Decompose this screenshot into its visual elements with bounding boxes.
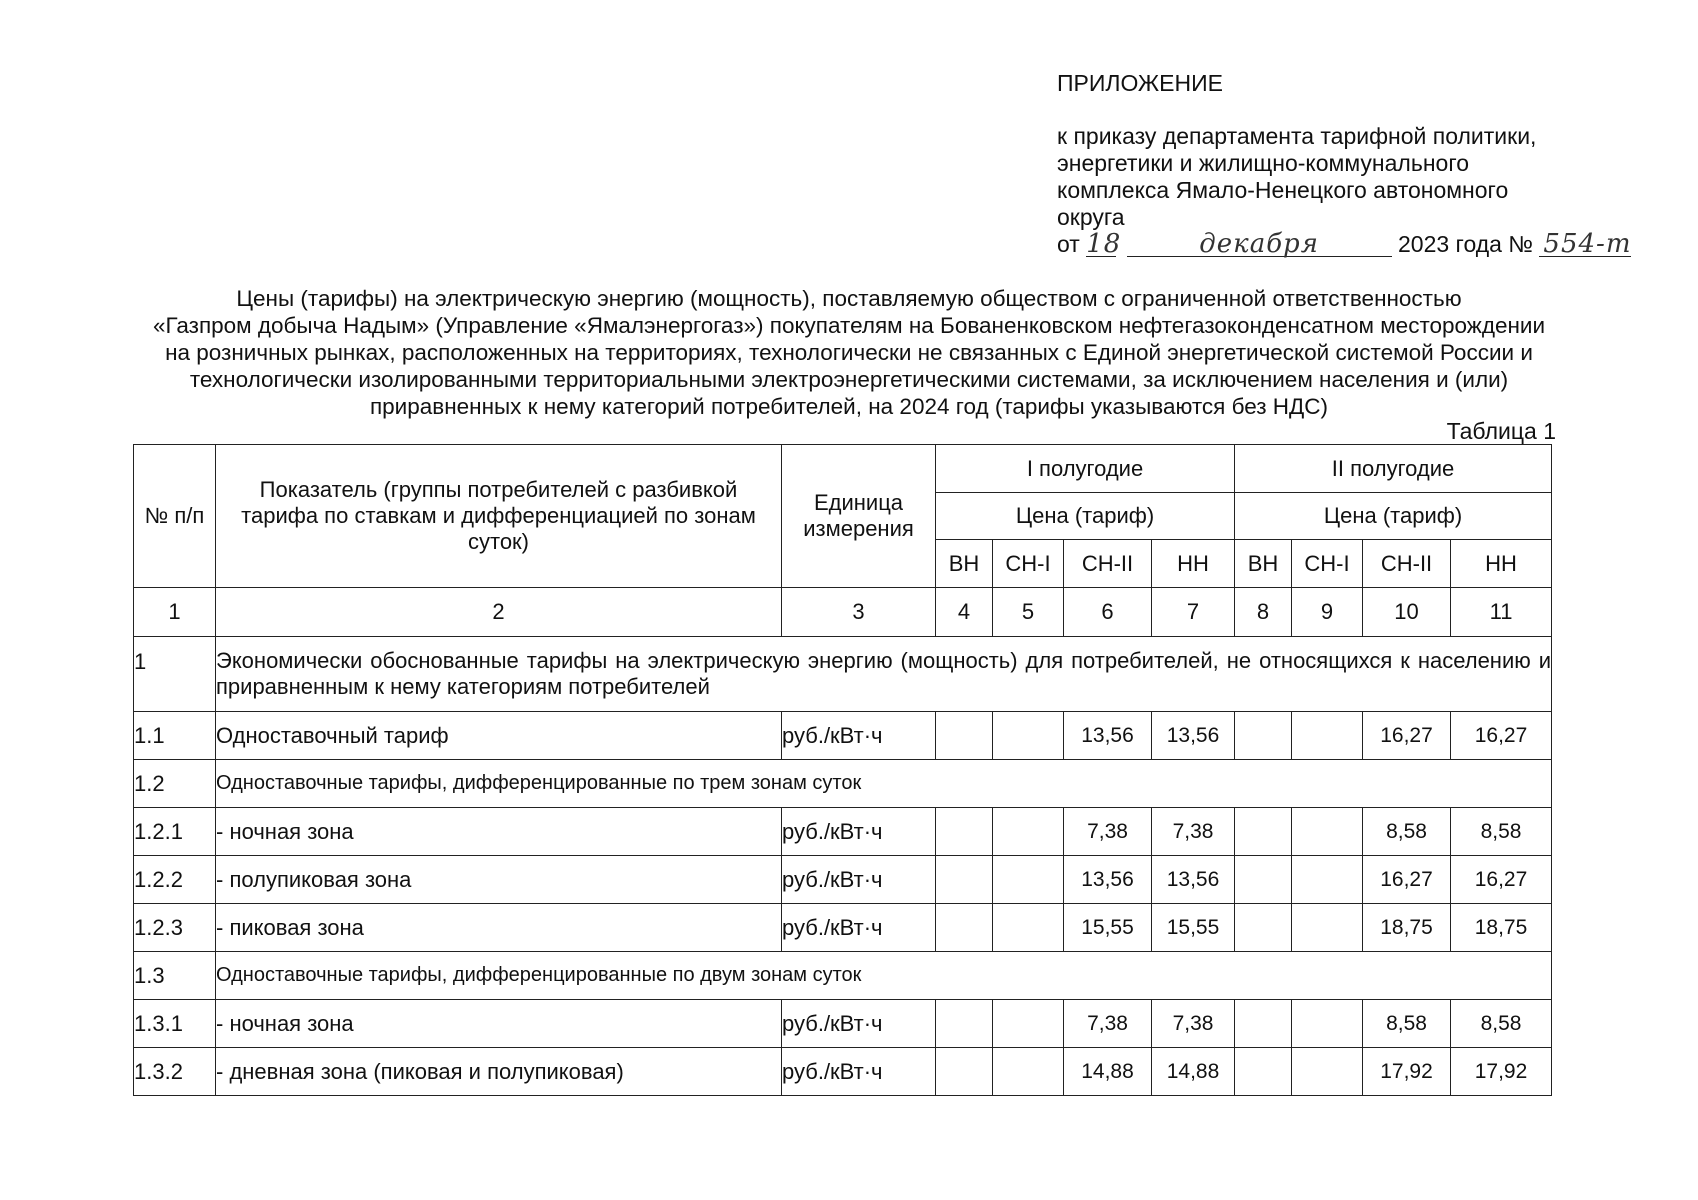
- cell-value: [1292, 712, 1363, 760]
- header-voltage: СН-II: [1064, 540, 1152, 588]
- cell-value: 13,56: [1152, 712, 1235, 760]
- cell-value: [993, 1000, 1064, 1048]
- group-row: [134, 952, 1552, 1000]
- cell-value: 18,75: [1363, 904, 1451, 952]
- cell-value: 18,75: [1451, 904, 1552, 952]
- row-num: 1.3.1: [134, 1000, 216, 1048]
- header-voltage: СН-I: [993, 540, 1064, 588]
- order-day: 18: [1086, 229, 1122, 259]
- table-row: [134, 808, 1552, 856]
- cell-value: [1235, 808, 1292, 856]
- row-label: Одноставочный тариф: [216, 712, 782, 760]
- appendix-line: округа: [1057, 204, 1125, 230]
- cell-value: [1235, 712, 1292, 760]
- row-unit: руб./кВт·ч: [782, 904, 936, 952]
- group-text: Одноставочные тарифы, дифференцированные по трем зонам суток: [216, 760, 1552, 808]
- cell-value: [993, 856, 1064, 904]
- cell-value: [1292, 1000, 1363, 1048]
- table-row: [134, 1000, 1552, 1048]
- title-line: Цены (тарифы) на электрическую энергию (мощность), поставляемую обществом с ограниченной ответственностью: [236, 286, 1462, 311]
- column-number: 6: [1064, 588, 1152, 637]
- column-number: 9: [1292, 588, 1363, 637]
- header-half-2: II полугодие: [1235, 445, 1552, 493]
- column-number: 3: [782, 588, 936, 637]
- order-number: 554-т: [1543, 229, 1632, 259]
- cell-value: [936, 1000, 993, 1048]
- cell-value: 14,88: [1064, 1048, 1152, 1096]
- cell-value: [1235, 1048, 1292, 1096]
- appendix-line: энергетики и жилищно-коммунального: [1057, 150, 1469, 176]
- cell-value: 16,27: [1451, 712, 1552, 760]
- cell-value: [1235, 904, 1292, 952]
- row-unit: руб./кВт·ч: [782, 712, 936, 760]
- cell-value: [1292, 1048, 1363, 1096]
- cell-value: 13,56: [1064, 712, 1152, 760]
- table-label: Таблица 1: [1446, 418, 1556, 444]
- cell-value: 7,38: [1064, 1000, 1152, 1048]
- from-label: от: [1057, 231, 1080, 257]
- header-voltage: ВН: [1235, 540, 1292, 588]
- cell-value: 14,88: [1152, 1048, 1235, 1096]
- cell-value: 13,56: [1064, 856, 1152, 904]
- cell-value: [936, 712, 993, 760]
- group-text: Одноставочные тарифы, дифференцированные по двум зонам суток: [216, 952, 1552, 1000]
- header-voltage: НН: [1451, 540, 1552, 588]
- appendix-line: комплекса Ямало-Ненецкого автономного: [1057, 177, 1509, 203]
- cell-value: [1235, 856, 1292, 904]
- order-day-field: [1086, 229, 1122, 259]
- header-price-1: Цена (тариф): [936, 493, 1235, 540]
- header-voltage: СН-II: [1363, 540, 1451, 588]
- column-number: 1: [134, 588, 216, 637]
- cell-value: [993, 808, 1064, 856]
- cell-value: 7,38: [1152, 1000, 1235, 1048]
- cell-value: 15,55: [1064, 904, 1152, 952]
- section-row: [134, 637, 1552, 712]
- cell-value: [1292, 856, 1363, 904]
- title-line: технологически изолированными территориальными электроэнергетическими системами, за исключением населения и (или): [189, 367, 1509, 392]
- cell-value: [1235, 1000, 1292, 1048]
- row-unit: руб./кВт·ч: [782, 856, 936, 904]
- cell-value: 16,27: [1363, 712, 1451, 760]
- table-row: [134, 904, 1552, 952]
- row-num: 1.2: [134, 760, 216, 808]
- cell-value: 8,58: [1363, 1000, 1451, 1048]
- header-voltage: СН-I: [1292, 540, 1363, 588]
- row-label: - полупиковая зона: [216, 856, 782, 904]
- row-num: 1.3: [134, 952, 216, 1000]
- cell-value: 7,38: [1152, 808, 1235, 856]
- row-unit: руб./кВт·ч: [782, 1000, 936, 1048]
- header-unit: Единица измерения: [782, 445, 936, 588]
- table-row: [134, 856, 1552, 904]
- row-num: 1.1: [134, 712, 216, 760]
- row-unit: руб./кВт·ч: [782, 1048, 936, 1096]
- section-text: Экономически обоснованные тарифы на электрическую энергию (мощность) для потребителей, не относящихся к населению и приравненным к нему категориям потребителей: [216, 637, 1552, 712]
- column-number: 8: [1235, 588, 1292, 637]
- row-num: 1.2.3: [134, 904, 216, 952]
- cell-value: [936, 856, 993, 904]
- cell-value: 17,92: [1363, 1048, 1451, 1096]
- group-row: [134, 760, 1552, 808]
- row-num: 1.3.2: [134, 1048, 216, 1096]
- table-row: [134, 1048, 1552, 1096]
- cell-value: 13,56: [1152, 856, 1235, 904]
- column-number: 10: [1363, 588, 1451, 637]
- order-number-field: [1539, 229, 1632, 259]
- order-month: декабря: [1199, 229, 1319, 259]
- header-row: [134, 445, 1552, 493]
- column-number: 7: [1152, 588, 1235, 637]
- header-voltage: НН: [1152, 540, 1235, 588]
- row-num: 1.2.1: [134, 808, 216, 856]
- row-label: - дневная зона (пиковая и полупиковая): [216, 1048, 782, 1096]
- cell-value: [1292, 904, 1363, 952]
- cell-value: 8,58: [1363, 808, 1451, 856]
- table-row: [134, 712, 1552, 760]
- column-number: 4: [936, 588, 993, 637]
- row-unit: руб./кВт·ч: [782, 808, 936, 856]
- title-line: приравненных к нему категорий потребителей, на 2024 год (тарифы указываются без НДС): [369, 394, 1329, 419]
- appendix-heading: ПРИЛОЖЕНИЕ: [1057, 70, 1223, 96]
- column-number: 5: [993, 588, 1064, 637]
- cell-value: 8,58: [1451, 1000, 1552, 1048]
- cell-value: [936, 1048, 993, 1096]
- header-indicator: Показатель (группы потребителей с разбивкой тарифа по ставкам и дифференциацией по зонам суток): [216, 445, 782, 588]
- title-line: на розничных рынках, расположенных на территориях, технологически не связанных с Единой энергетической системой России и: [165, 340, 1533, 365]
- header-voltage: ВН: [936, 540, 993, 588]
- title-line: «Газпром добыча Надым» (Управление «Ямалэнергогаз») покупателям на Бованенковском нефтегазоконденсатном месторождении: [152, 313, 1546, 338]
- column-number: 2: [216, 588, 782, 637]
- cell-value: [993, 712, 1064, 760]
- cell-value: 8,58: [1451, 808, 1552, 856]
- row-label: - ночная зона: [216, 808, 782, 856]
- row-label: - ночная зона: [216, 1000, 782, 1048]
- tariff-table: [133, 444, 1552, 1096]
- document-title: [40, 285, 1658, 420]
- cell-value: [993, 904, 1064, 952]
- appendix-line: к приказу департамента тарифной политики,: [1057, 123, 1537, 149]
- cell-value: [936, 808, 993, 856]
- header-num: № п/п: [134, 445, 216, 588]
- order-date-row: [1057, 231, 1637, 258]
- column-number-row: [134, 588, 1552, 637]
- appendix-block: [1057, 70, 1637, 258]
- cell-value: 16,27: [1363, 856, 1451, 904]
- cell-value: [936, 904, 993, 952]
- cell-value: 16,27: [1451, 856, 1552, 904]
- order-month-field: [1127, 229, 1392, 259]
- cell-value: 17,92: [1451, 1048, 1552, 1096]
- header-price-2: Цена (тариф): [1235, 493, 1552, 540]
- cell-value: [993, 1048, 1064, 1096]
- cell-value: 15,55: [1152, 904, 1235, 952]
- row-num: 1: [134, 637, 216, 712]
- column-number: 11: [1451, 588, 1552, 637]
- cell-value: [1292, 808, 1363, 856]
- cell-value: 7,38: [1064, 808, 1152, 856]
- header-half-1: I полугодие: [936, 445, 1235, 493]
- row-num: 1.2.2: [134, 856, 216, 904]
- row-label: - пиковая зона: [216, 904, 782, 952]
- order-year: 2023 года №: [1398, 231, 1534, 257]
